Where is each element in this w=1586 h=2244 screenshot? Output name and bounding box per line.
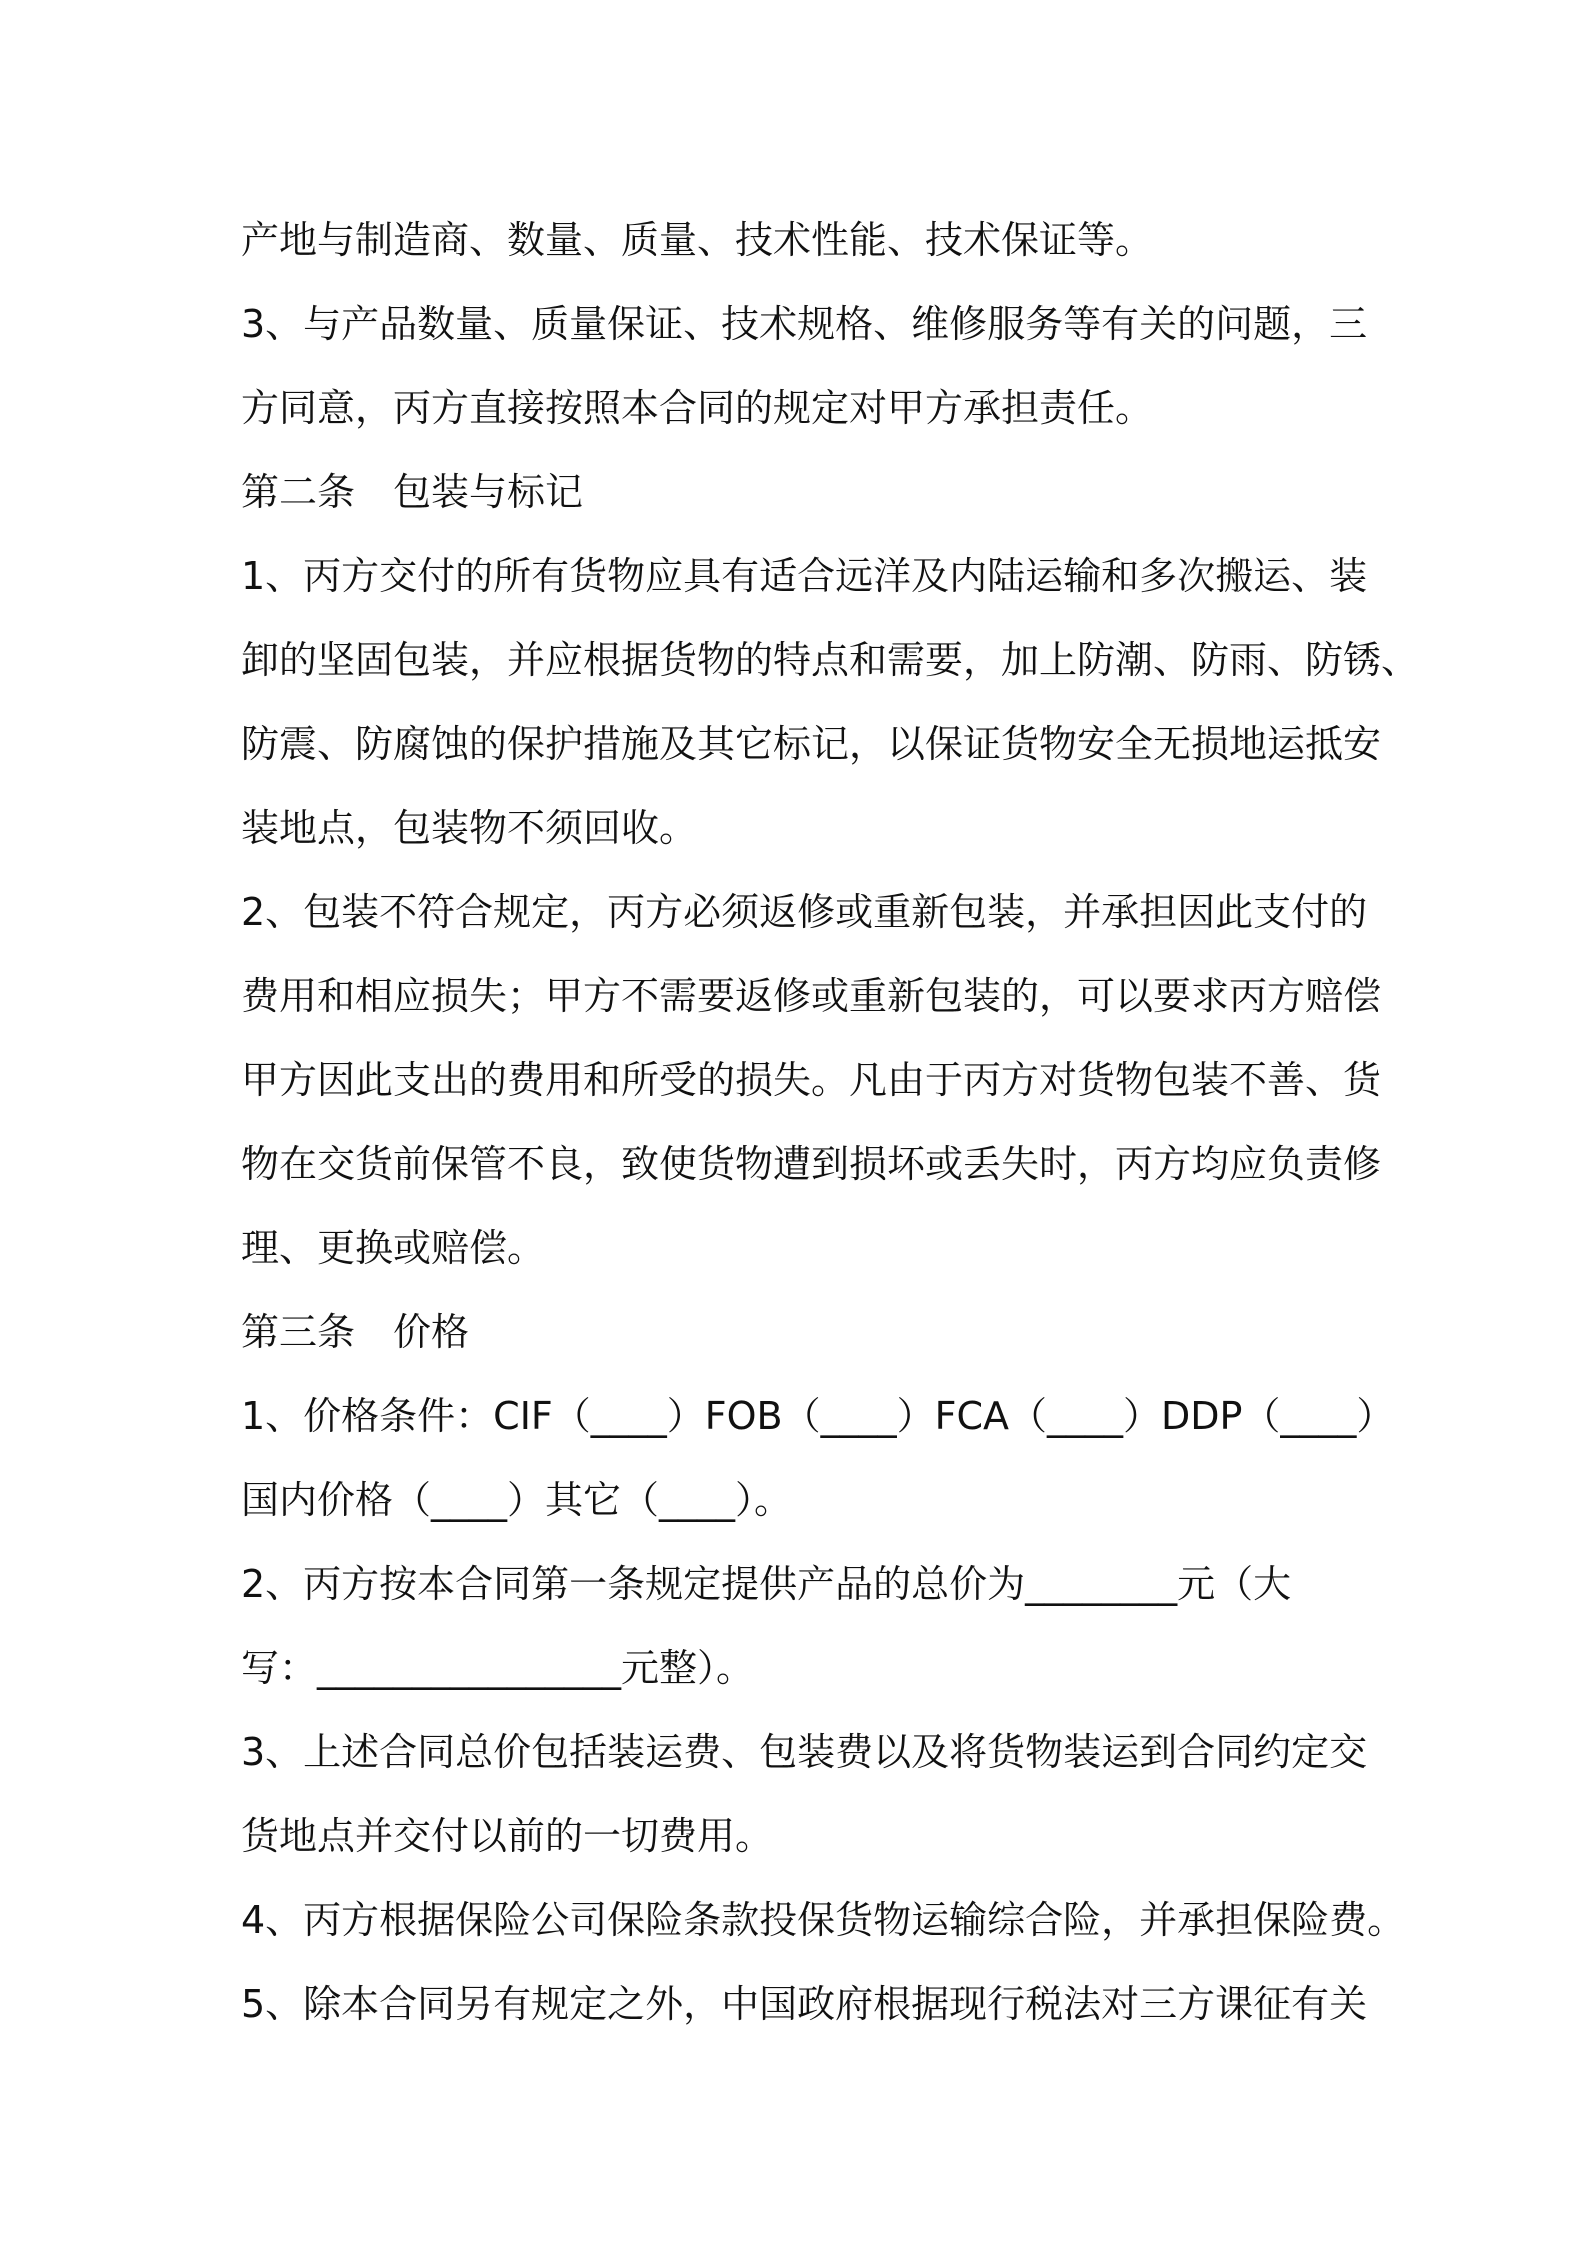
text-line: 甲方因此支出的费用和所受的损失。凡由于丙方对货物包装不善、货: [241, 1058, 1382, 1102]
text-line: 防震、防腐蚀的保护措施及其它标记，以保证货物安全无损地运抵安: [241, 722, 1382, 766]
text-line: 2、丙方按本合同第一条规定提供产品的总价为________元（大: [241, 1562, 1292, 1606]
text-line: 物在交货前保管不良，致使货物遭到损坏或丢失时，丙方均应负责修: [241, 1142, 1382, 1186]
text-line: 5、除本合同另有规定之外，中国政府根据现行税法对三方课征有关: [241, 1982, 1368, 2026]
text-line: 1、丙方交付的所有货物应具有适合远洋及内陆运输和多次搬运、装: [241, 554, 1368, 598]
text-line: 费用和相应损失；甲方不需要返修或重新包装的，可以要求丙方赔偿: [241, 974, 1382, 1018]
section-heading-article-2: 第二条 包装与标记: [241, 470, 584, 514]
document-page: [241, 198, 1420, 2046]
text-line: 3、上述合同总价包括装运费、包装费以及将货物装运到合同约定交: [241, 1730, 1368, 1774]
text-line: 装地点，包装物不须回收。: [241, 806, 698, 850]
text-line: 写：________________元整）。: [241, 1646, 755, 1690]
text-line: 1、价格条件：CIF（____）FOB（____）FCA（____）DDP（____）: [241, 1394, 1395, 1438]
text-line: 3、与产品数量、质量保证、技术规格、维修服务等有关的问题，三: [241, 302, 1368, 346]
text-line: 4、丙方根据保险公司保险条款投保货物运输综合险，并承担保险费。: [241, 1898, 1406, 1942]
section-heading-article-3: 第三条 价格: [241, 1310, 470, 1354]
text-line: 方同意，丙方直接按照本合同的规定对甲方承担责任。: [241, 386, 1154, 430]
text-line: 2、包装不符合规定，丙方必须返修或重新包装，并承担因此支付的: [241, 890, 1368, 934]
text-line: 理、更换或赔偿。: [241, 1226, 546, 1270]
text-line: 产地与制造商、数量、质量、技术性能、技术保证等。: [241, 218, 1154, 262]
text-line: 货地点并交付以前的一切费用。: [241, 1814, 774, 1858]
text-line: 卸的坚固包装，并应根据货物的特点和需要，加上防潮、防雨、防锈、: [241, 638, 1420, 682]
text-line: 国内价格（____）其它（____）。: [241, 1478, 793, 1522]
